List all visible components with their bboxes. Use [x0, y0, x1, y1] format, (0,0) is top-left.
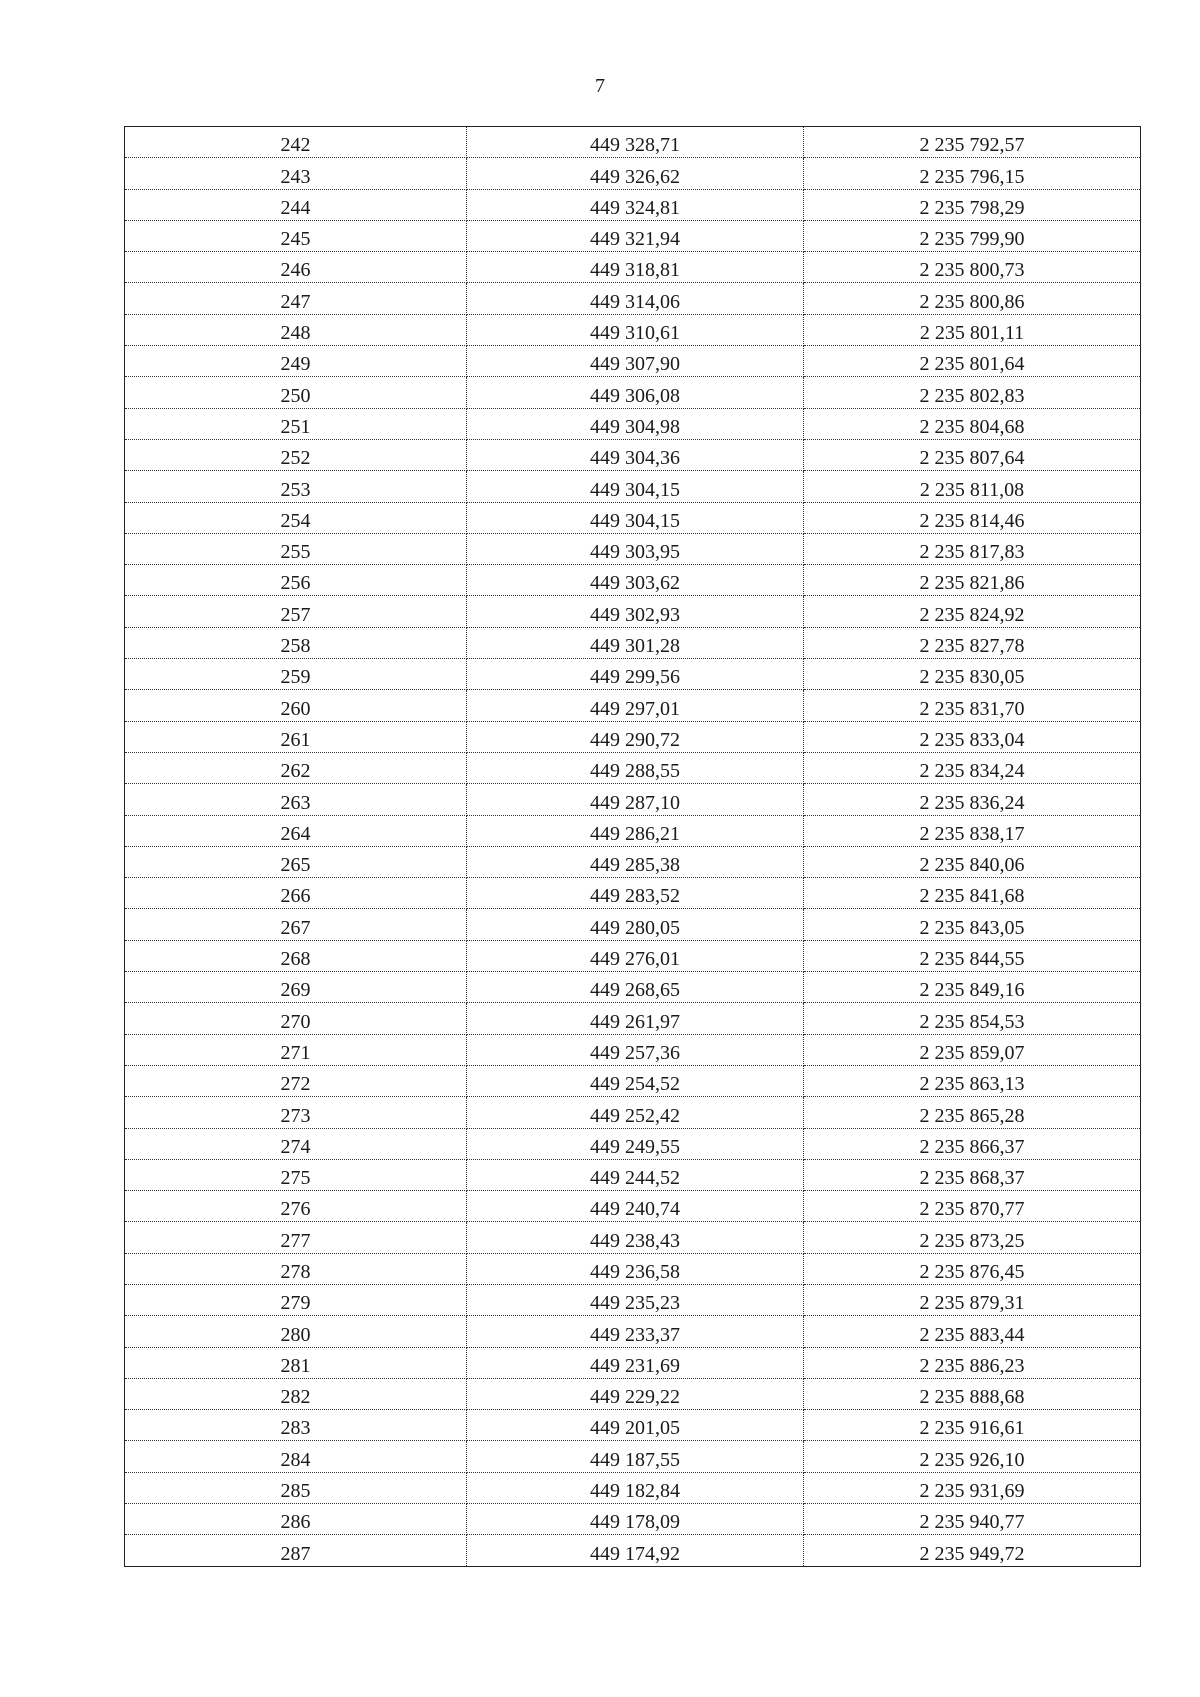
table-row	[125, 1222, 1141, 1253]
table-row	[125, 565, 1141, 596]
x-coordinate-cell: 449 229,22	[467, 1378, 804, 1409]
point-number-cell: 277	[125, 1222, 467, 1253]
table-row	[125, 1034, 1141, 1065]
y-coordinate-cell: 2 235 811,08	[804, 471, 1141, 502]
x-coordinate-cell: 449 318,81	[467, 252, 804, 283]
y-coordinate-cell: 2 235 854,53	[804, 1003, 1141, 1034]
x-coordinate-cell: 449 303,95	[467, 533, 804, 564]
table-row	[125, 127, 1141, 158]
point-number-cell: 275	[125, 1159, 467, 1190]
x-coordinate-cell: 449 252,42	[467, 1097, 804, 1128]
point-number-cell: 264	[125, 815, 467, 846]
y-coordinate-cell: 2 235 843,05	[804, 909, 1141, 940]
table-row	[125, 346, 1141, 377]
point-number-cell: 283	[125, 1410, 467, 1441]
table-row	[125, 439, 1141, 470]
table-row	[125, 1378, 1141, 1409]
table-row	[125, 596, 1141, 627]
y-coordinate-cell: 2 235 865,28	[804, 1097, 1141, 1128]
x-coordinate-cell: 449 288,55	[467, 752, 804, 783]
point-number-cell: 266	[125, 878, 467, 909]
y-coordinate-cell: 2 235 814,46	[804, 502, 1141, 533]
x-coordinate-cell: 449 304,15	[467, 471, 804, 502]
x-coordinate-cell: 449 257,36	[467, 1034, 804, 1065]
x-coordinate-cell: 449 304,98	[467, 408, 804, 439]
point-number-cell: 270	[125, 1003, 467, 1034]
x-coordinate-cell: 449 324,81	[467, 189, 804, 220]
x-coordinate-cell: 449 233,37	[467, 1316, 804, 1347]
y-coordinate-cell: 2 235 873,25	[804, 1222, 1141, 1253]
y-coordinate-cell: 2 235 931,69	[804, 1472, 1141, 1503]
y-coordinate-cell: 2 235 802,83	[804, 377, 1141, 408]
table-row	[125, 1504, 1141, 1535]
x-coordinate-cell: 449 283,52	[467, 878, 804, 909]
y-coordinate-cell: 2 235 804,68	[804, 408, 1141, 439]
point-number-cell: 261	[125, 721, 467, 752]
x-coordinate-cell: 449 231,69	[467, 1347, 804, 1378]
point-number-cell: 284	[125, 1441, 467, 1472]
table-row	[125, 909, 1141, 940]
point-number-cell: 255	[125, 533, 467, 564]
y-coordinate-cell: 2 235 792,57	[804, 127, 1141, 158]
x-coordinate-cell: 449 310,61	[467, 314, 804, 345]
y-coordinate-cell: 2 235 824,92	[804, 596, 1141, 627]
table-row	[125, 1284, 1141, 1315]
point-number-cell: 245	[125, 220, 467, 251]
y-coordinate-cell: 2 235 817,83	[804, 533, 1141, 564]
x-coordinate-cell: 449 244,52	[467, 1159, 804, 1190]
y-coordinate-cell: 2 235 863,13	[804, 1065, 1141, 1096]
table-row	[125, 659, 1141, 690]
point-number-cell: 243	[125, 158, 467, 189]
point-number-cell: 282	[125, 1378, 467, 1409]
point-number-cell: 265	[125, 846, 467, 877]
table-row	[125, 1191, 1141, 1222]
y-coordinate-cell: 2 235 940,77	[804, 1504, 1141, 1535]
y-coordinate-cell: 2 235 830,05	[804, 659, 1141, 690]
y-coordinate-cell: 2 235 799,90	[804, 220, 1141, 251]
table-row	[125, 1441, 1141, 1472]
x-coordinate-cell: 449 201,05	[467, 1410, 804, 1441]
table-row	[125, 1065, 1141, 1096]
y-coordinate-cell: 2 235 844,55	[804, 940, 1141, 971]
point-number-cell: 256	[125, 565, 467, 596]
y-coordinate-cell: 2 235 834,24	[804, 752, 1141, 783]
point-number-cell: 244	[125, 189, 467, 220]
x-coordinate-cell: 449 328,71	[467, 127, 804, 158]
y-coordinate-cell: 2 235 841,68	[804, 878, 1141, 909]
y-coordinate-cell: 2 235 833,04	[804, 721, 1141, 752]
table-row	[125, 752, 1141, 783]
x-coordinate-cell: 449 187,55	[467, 1441, 804, 1472]
point-number-cell: 276	[125, 1191, 467, 1222]
x-coordinate-cell: 449 303,62	[467, 565, 804, 596]
point-number-cell: 287	[125, 1535, 467, 1566]
y-coordinate-cell: 2 235 849,16	[804, 972, 1141, 1003]
point-number-cell: 249	[125, 346, 467, 377]
point-number-cell: 253	[125, 471, 467, 502]
x-coordinate-cell: 449 178,09	[467, 1504, 804, 1535]
x-coordinate-cell: 449 254,52	[467, 1065, 804, 1096]
page-number: 7	[595, 75, 605, 97]
point-number-cell: 260	[125, 690, 467, 721]
x-coordinate-cell: 449 280,05	[467, 909, 804, 940]
x-coordinate-cell: 449 287,10	[467, 784, 804, 815]
table-row	[125, 721, 1141, 752]
point-number-cell: 247	[125, 283, 467, 314]
y-coordinate-cell: 2 235 870,77	[804, 1191, 1141, 1222]
table-row	[125, 1097, 1141, 1128]
table-row	[125, 1003, 1141, 1034]
table-row	[125, 252, 1141, 283]
coordinates-table	[124, 126, 1141, 1567]
y-coordinate-cell: 2 235 926,10	[804, 1441, 1141, 1472]
table-row	[125, 972, 1141, 1003]
table-row	[125, 1347, 1141, 1378]
x-coordinate-cell: 449 268,65	[467, 972, 804, 1003]
table-row	[125, 878, 1141, 909]
table-row	[125, 533, 1141, 564]
x-coordinate-cell: 449 302,93	[467, 596, 804, 627]
point-number-cell: 251	[125, 408, 467, 439]
x-coordinate-cell: 449 307,90	[467, 346, 804, 377]
x-coordinate-cell: 449 182,84	[467, 1472, 804, 1503]
table-row	[125, 1128, 1141, 1159]
table-row	[125, 940, 1141, 971]
x-coordinate-cell: 449 276,01	[467, 940, 804, 971]
y-coordinate-cell: 2 235 800,73	[804, 252, 1141, 283]
table-row	[125, 1472, 1141, 1503]
point-number-cell: 281	[125, 1347, 467, 1378]
table-row	[125, 502, 1141, 533]
point-number-cell: 250	[125, 377, 467, 408]
x-coordinate-cell: 449 299,56	[467, 659, 804, 690]
y-coordinate-cell: 2 235 840,06	[804, 846, 1141, 877]
y-coordinate-cell: 2 235 838,17	[804, 815, 1141, 846]
point-number-cell: 248	[125, 314, 467, 345]
x-coordinate-cell: 449 301,28	[467, 627, 804, 658]
table-row	[125, 1535, 1141, 1566]
table-row	[125, 408, 1141, 439]
y-coordinate-cell: 2 235 801,64	[804, 346, 1141, 377]
x-coordinate-cell: 449 290,72	[467, 721, 804, 752]
point-number-cell: 254	[125, 502, 467, 533]
x-coordinate-cell: 449 326,62	[467, 158, 804, 189]
x-coordinate-cell: 449 321,94	[467, 220, 804, 251]
y-coordinate-cell: 2 235 866,37	[804, 1128, 1141, 1159]
y-coordinate-cell: 2 235 879,31	[804, 1284, 1141, 1315]
y-coordinate-cell: 2 235 886,23	[804, 1347, 1141, 1378]
point-number-cell: 242	[125, 127, 467, 158]
x-coordinate-cell: 449 297,01	[467, 690, 804, 721]
table-row	[125, 377, 1141, 408]
y-coordinate-cell: 2 235 798,29	[804, 189, 1141, 220]
point-number-cell: 278	[125, 1253, 467, 1284]
y-coordinate-cell: 2 235 801,11	[804, 314, 1141, 345]
point-number-cell: 286	[125, 1504, 467, 1535]
table-row	[125, 220, 1141, 251]
point-number-cell: 262	[125, 752, 467, 783]
x-coordinate-cell: 449 314,06	[467, 283, 804, 314]
x-coordinate-cell: 449 285,38	[467, 846, 804, 877]
table-row	[125, 189, 1141, 220]
y-coordinate-cell: 2 235 916,61	[804, 1410, 1141, 1441]
table-row	[125, 314, 1141, 345]
y-coordinate-cell: 2 235 836,24	[804, 784, 1141, 815]
point-number-cell: 280	[125, 1316, 467, 1347]
y-coordinate-cell: 2 235 827,78	[804, 627, 1141, 658]
y-coordinate-cell: 2 235 876,45	[804, 1253, 1141, 1284]
point-number-cell: 271	[125, 1034, 467, 1065]
point-number-cell: 274	[125, 1128, 467, 1159]
y-coordinate-cell: 2 235 859,07	[804, 1034, 1141, 1065]
y-coordinate-cell: 2 235 821,86	[804, 565, 1141, 596]
point-number-cell: 246	[125, 252, 467, 283]
x-coordinate-cell: 449 235,23	[467, 1284, 804, 1315]
point-number-cell: 285	[125, 1472, 467, 1503]
y-coordinate-cell: 2 235 888,68	[804, 1378, 1141, 1409]
x-coordinate-cell: 449 174,92	[467, 1535, 804, 1566]
x-coordinate-cell: 449 261,97	[467, 1003, 804, 1034]
x-coordinate-cell: 449 238,43	[467, 1222, 804, 1253]
point-number-cell: 273	[125, 1097, 467, 1128]
point-number-cell: 258	[125, 627, 467, 658]
table-row	[125, 784, 1141, 815]
y-coordinate-cell: 2 235 800,86	[804, 283, 1141, 314]
y-coordinate-cell: 2 235 831,70	[804, 690, 1141, 721]
x-coordinate-cell: 449 304,36	[467, 439, 804, 470]
table-row	[125, 627, 1141, 658]
x-coordinate-cell: 449 304,15	[467, 502, 804, 533]
y-coordinate-cell: 2 235 868,37	[804, 1159, 1141, 1190]
point-number-cell: 257	[125, 596, 467, 627]
table-row	[125, 158, 1141, 189]
point-number-cell: 252	[125, 439, 467, 470]
point-number-cell: 272	[125, 1065, 467, 1096]
table-row	[125, 283, 1141, 314]
point-number-cell: 259	[125, 659, 467, 690]
point-number-cell: 268	[125, 940, 467, 971]
x-coordinate-cell: 449 249,55	[467, 1128, 804, 1159]
table-row	[125, 1316, 1141, 1347]
x-coordinate-cell: 449 236,58	[467, 1253, 804, 1284]
y-coordinate-cell: 2 235 883,44	[804, 1316, 1141, 1347]
table-row	[125, 471, 1141, 502]
table-row	[125, 1410, 1141, 1441]
coordinates-table-body	[125, 127, 1141, 1567]
x-coordinate-cell: 449 286,21	[467, 815, 804, 846]
point-number-cell: 263	[125, 784, 467, 815]
point-number-cell: 267	[125, 909, 467, 940]
point-number-cell: 269	[125, 972, 467, 1003]
y-coordinate-cell: 2 235 949,72	[919, 1542, 1025, 1565]
x-coordinate-cell: 449 306,08	[467, 377, 804, 408]
table-row	[125, 1253, 1141, 1284]
table-row	[125, 1159, 1141, 1190]
table-row	[125, 690, 1141, 721]
point-number-cell: 279	[125, 1284, 467, 1315]
x-coordinate-cell: 449 240,74	[467, 1191, 804, 1222]
y-coordinate-cell: 2 235 796,15	[804, 158, 1141, 189]
table-row	[125, 846, 1141, 877]
y-coordinate-cell: 2 235 807,64	[804, 439, 1141, 470]
table-row	[125, 815, 1141, 846]
